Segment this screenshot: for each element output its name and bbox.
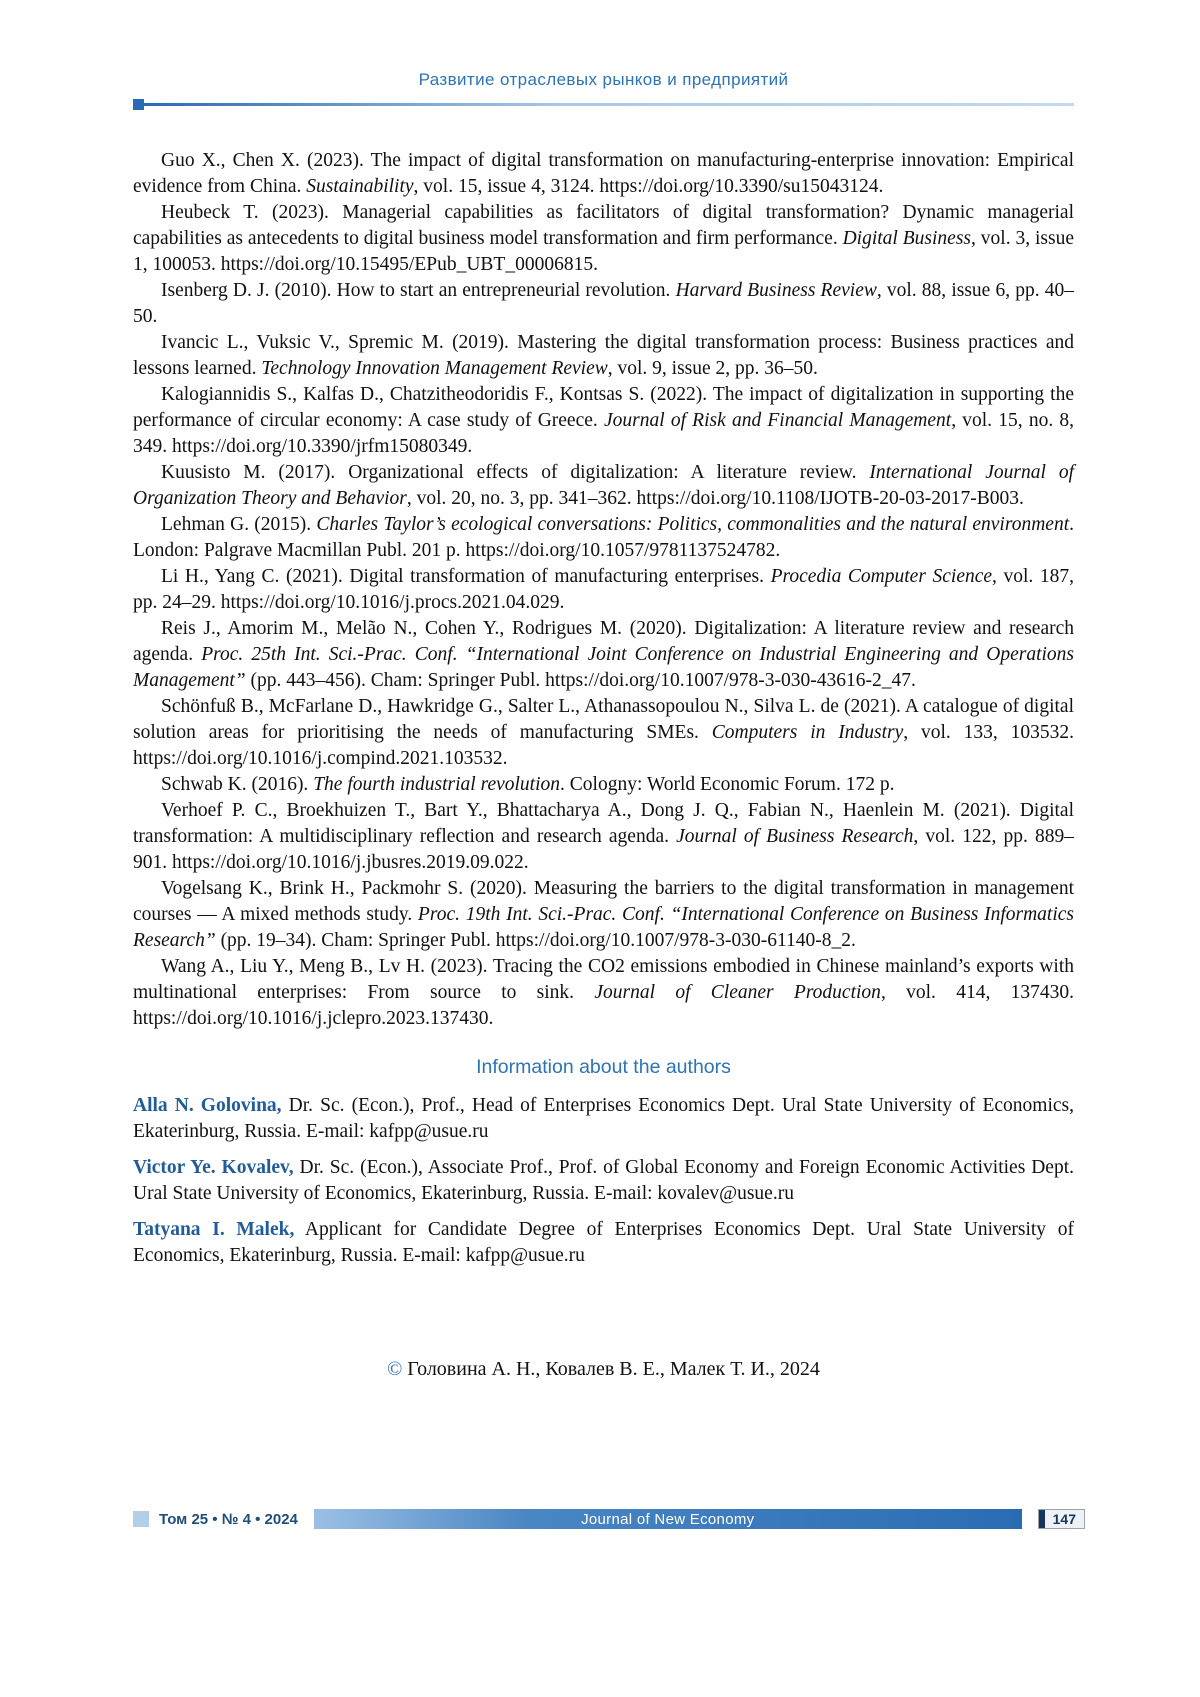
reference-text: , vol. 133, 103532. https://doi.org/10.1016/j.compind.2021.103532.: [133, 722, 1074, 769]
reference-source-title: Charles Taylor’s ecological conversations: Politics, commonalities and the natural environment: [316, 514, 1070, 535]
reference-text: , vol. 414, 137430. https://doi.org/10.1016/j.jclepro.2023.137430.: [133, 982, 1074, 1029]
authors-list: [133, 1093, 1074, 1269]
reference-text: , vol. 9, issue 2, pp. 36–50.: [607, 358, 818, 379]
reference-source-title: The fourth industrial revolution: [313, 774, 561, 795]
page-header: [133, 70, 1074, 110]
reference-source-title: Harvard Business Review: [675, 280, 877, 301]
reference-text: Reis J., Amorim M., Melão N., Cohen Y., Rodrigues M. (2020). Digitalization: A literature review and research agenda.: [133, 618, 1074, 665]
running-head-section-title: Развитие отраслевых рынков и предприятий: [418, 70, 789, 89]
reference-text: Schwab K. (2016).: [161, 774, 314, 795]
reference-source-title: Journal of Risk and Financial Management: [603, 410, 952, 431]
reference-text: Ivancic L., Vuksic V., Spremic M. (2019). Mastering the digital transformation process: Business practices and lessons learned.: [133, 332, 1074, 379]
reference-text: Li H., Yang C. (2021). Digital transformation of manufacturing enterprises.: [161, 566, 771, 587]
copyright-symbol: ©: [387, 1358, 403, 1380]
reference-entry: [133, 460, 1074, 512]
copyright-text: Головина А. Н., Ковалев В. Е., Малек Т. И., 2024: [402, 1358, 820, 1380]
page-number-box: [1038, 1509, 1085, 1529]
reference-text: . London: Palgrave Macmillan Publ. 201 p. https://doi.org/10.1057/9781137524782.: [133, 514, 1074, 561]
reference-entry: [133, 330, 1074, 382]
reference-source-title: Sustainability: [306, 176, 414, 197]
reference-text: Verhoef P. C., Broekhuizen T., Bart Y., Bhattacharya A., Dong J. Q., Fabian N., Haenlein M. (2021). Digital transformation: A multidisciplinary reflection and research agenda.: [133, 800, 1074, 847]
reference-text: Vogelsang K., Brink H., Packmohr S. (2020). Measuring the barriers to the digital transformation in management courses — A mixed methods study.: [133, 878, 1074, 925]
page-footer: [133, 1508, 1085, 1530]
reference-source-title: Procedia Computer Science: [770, 566, 993, 587]
reference-entry: [133, 772, 1074, 798]
reference-entry: [133, 278, 1074, 330]
reference-source-title: Journal of Cleaner Production: [594, 982, 881, 1003]
reference-text: , vol. 187, pp. 24–29. https://doi.org/10.1016/j.procs.2021.04.029.: [133, 566, 1075, 613]
reference-entry: [133, 694, 1074, 772]
page-content: [133, 148, 1074, 1279]
author-info: Applicant for Candidate Degree of Enterprises Economics Dept. Ural State University of Economics, Ekaterinburg, Russia. E-mail: kafpp@usue.ru: [133, 1219, 1074, 1266]
reference-text: Schönfuß B., McFarlane D., Hawkridge G., Salter L., Athanassopoulou N., Silva L. de (2021). A catalogue of digital solution areas for prioritising the needs of manufacturing SMEs.: [133, 696, 1074, 743]
reference-source-title: Digital Business: [842, 228, 971, 249]
author-entry: [133, 1093, 1074, 1145]
reference-entry: [133, 876, 1074, 954]
reference-entry: [133, 382, 1074, 460]
author-name: Victor Ye. Kovalev,: [133, 1157, 294, 1178]
reference-text: , vol. 88, issue 6, pp. 40–50.: [133, 280, 1074, 327]
reference-source-title: Technology Innovation Management Review: [261, 358, 608, 379]
reference-source-title: International Journal of Organization Theory and Behavior: [133, 462, 1074, 509]
copyright-line: [133, 1358, 1074, 1381]
reference-text: , vol. 15, no. 8, 349. https://doi.org/10.3390/jrfm15080349.: [133, 410, 1075, 457]
author-info: Dr. Sc. (Econ.), Associate Prof., Prof. of Global Economy and Foreign Economic Activities Dept. Ural State University of Economics, Ekaterinburg, Russia. E-mail: kovalev@usue.ru: [133, 1157, 1074, 1204]
authors-section-title: Information about the authors: [476, 1056, 731, 1078]
reference-entry: [133, 954, 1074, 1032]
reference-entry: [133, 200, 1074, 278]
reference-text: Lehman G. (2015).: [161, 514, 317, 535]
reference-entry: [133, 616, 1074, 694]
reference-text: , vol. 3, issue 1, 100053. https://doi.org/10.15495/EPub_UBT_00006815.: [133, 228, 1074, 275]
reference-text: , vol. 15, issue 4, 3124. https://doi.org/10.3390/su15043124.: [413, 176, 884, 197]
reference-text: . Cologny: World Economic Forum. 172 p.: [560, 774, 895, 795]
author-info: Dr. Sc. (Econ.), Prof., Head of Enterprises Economics Dept. Ural State University of Economics, Ekaterinburg, Russia. E-mail: kafpp@usue.ru: [133, 1095, 1074, 1142]
reference-text: Wang A., Liu Y., Meng B., Lv H. (2023). Tracing the CO2 emissions embodied in Chinese mainland’s exports with multinational enterprises: From source to sink.: [133, 956, 1074, 1003]
author-name: Alla N. Golovina,: [133, 1095, 282, 1116]
reference-text: Heubeck T. (2023). Managerial capabilities as facilitators of digital transformation? Dynamic managerial capabilities as antecedents to digital business model transformation and firm performance.: [133, 202, 1074, 249]
reference-text: Isenberg D. J. (2010). How to start an entrepreneurial revolution.: [161, 280, 676, 301]
footer-volume-block: [133, 1511, 298, 1528]
reference-text: Guo X., Chen X. (2023). The impact of digital transformation on manufacturing-enterprise innovation: Empirical evidence from China.: [133, 150, 1074, 197]
author-entry: [133, 1217, 1074, 1269]
header-accent-square: [133, 99, 144, 110]
reference-source-title: Proc. 19th Int. Sci.-Prac. Conf. “International Conference on Business Informatics Research”: [133, 904, 1074, 951]
page-number: 147: [1052, 1511, 1076, 1527]
reference-source-title: Computers in Industry: [711, 722, 904, 743]
reference-text: , vol. 20, no. 3, pp. 341–362. https://doi.org/10.1108/IJOTB-20-03-2017-B003.: [406, 488, 1024, 509]
references-list: [133, 148, 1074, 1032]
journal-name-bar: [314, 1509, 1022, 1529]
reference-entry: [133, 798, 1074, 876]
reference-text: (pp. 19–34). Cham: Springer Publ. https://doi.org/10.1007/978-3-030-61140-8_2.: [215, 930, 856, 951]
volume-issue-year: Том 25 • № 4 • 2024: [159, 1510, 298, 1528]
reference-text: , vol. 122, pp. 889–901. https://doi.org/10.1016/j.jbusres.2019.09.022.: [133, 826, 1074, 873]
reference-text: (pp. 443–456). Cham: Springer Publ. https://doi.org/10.1007/978-3-030-43616-2_47.: [245, 670, 916, 691]
volume-accent-square: [133, 1511, 149, 1527]
reference-entry: [133, 564, 1074, 616]
header-rule-line: [144, 103, 1074, 106]
author-entry: [133, 1155, 1074, 1207]
reference-entry: [133, 148, 1074, 200]
header-rule: [133, 99, 1074, 110]
author-name: Tatyana I. Malek,: [133, 1219, 295, 1240]
reference-text: Kalogiannidis S., Kalfas D., Chatzitheodoridis F., Kontsas S. (2022). The impact of digitalization in supporting the performance of circular economy: A case study of Greece.: [133, 384, 1074, 431]
reference-source-title: Journal of Business Research: [676, 826, 914, 847]
reference-entry: [133, 512, 1074, 564]
reference-text: Kuusisto M. (2017). Organizational effects of digitalization: A literature review.: [161, 462, 870, 483]
reference-source-title: Proc. 25th Int. Sci.-Prac. Conf. “International Joint Conference on Industrial Engineering and Operations Management”: [133, 644, 1074, 691]
journal-name: Journal of New Economy: [581, 1510, 755, 1528]
